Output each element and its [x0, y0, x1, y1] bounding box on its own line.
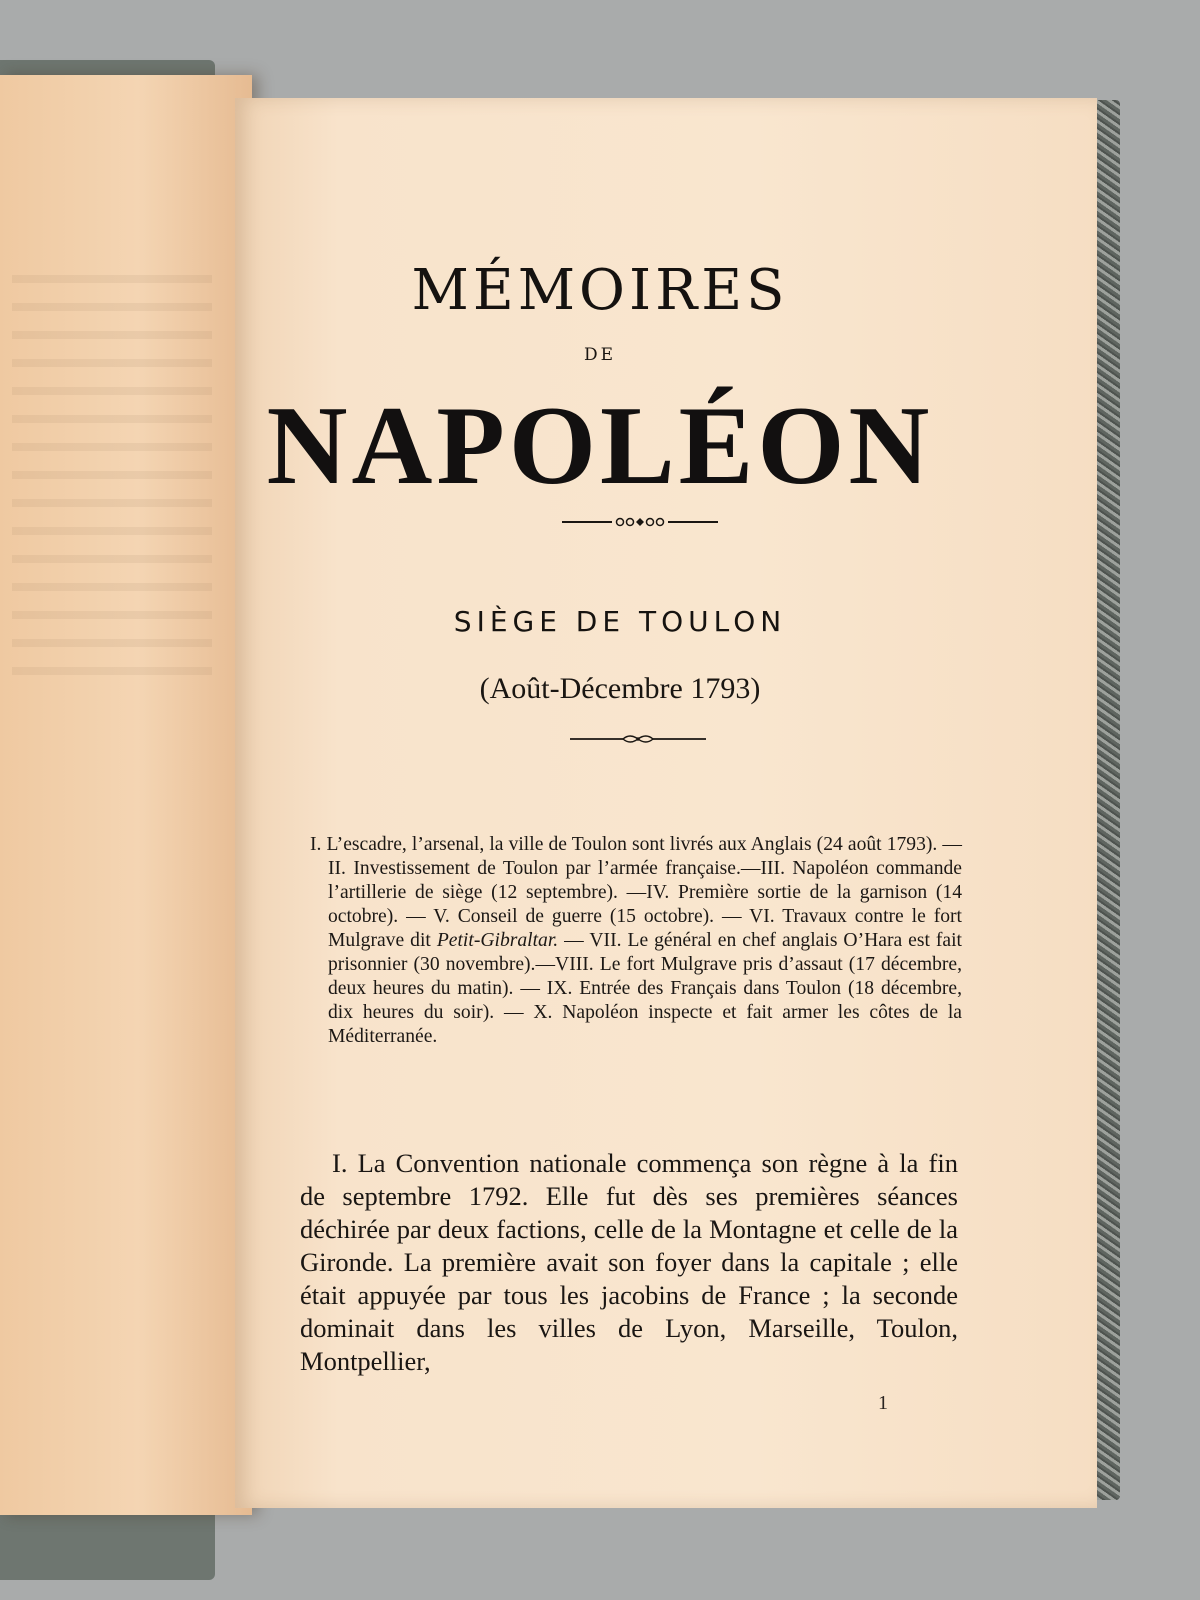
title-napoleon: NAPOLÉON: [266, 384, 934, 508]
chapter-title: SIÈGE DE TOULON: [453, 605, 787, 638]
title-de: DE: [583, 345, 617, 365]
chapter-dates: (Août-Décembre 1793): [479, 672, 761, 705]
summary-italic-petit-gibraltar: Petit-Gibraltar.: [436, 930, 559, 951]
ornament-divider-bottom: [568, 732, 708, 746]
summary-text-2: — VII. Le général en chef anglais O’Hara est fait prisonnier (30 novembre).—VIII. Le fort Mulgrave pris d’assaut (17 décembre, deux heures du matin). — IX. Entrée des Français dans Toulon (18 décembre, dix heures du soir). — X. Napoléon inspecte et fait armer les côtes de la Méditerranée.: [328, 930, 963, 1047]
page-number: 1: [878, 1392, 888, 1414]
ornament-divider-top: [560, 514, 720, 530]
title-memoires: MÉMOIRES: [411, 258, 789, 323]
body-text: [300, 1147, 958, 1378]
summary-text-1: I. L’escadre, l’arsenal, la ville de Toulon sont livrés aux Anglais (24 août 1793). — II. Investissement de Toulon par l’armée française.—III. Napoléon commande l’artillerie de siège (12 septembre). —IV. Première sortie de la garnison (14 octobre). — V. Conseil de guerre (15 octobre). — VI. Travaux contre le fort Mulgrave dit: [310, 834, 962, 951]
chapter-summary: [310, 833, 962, 1049]
body-paragraph: I. La Convention nationale commença son règne à la fin de septembre 1792. Elle fut dès ses premières séances déchirée par deux factions, celle de la Montagne et celle de la Gironde. La première avait son foyer dans la capitale ; elle était appuyée par tous les jacobins de France ; la seconde dominait dans les villes de Lyon, Marseille, Toulon, Montpellier,: [300, 1148, 958, 1376]
